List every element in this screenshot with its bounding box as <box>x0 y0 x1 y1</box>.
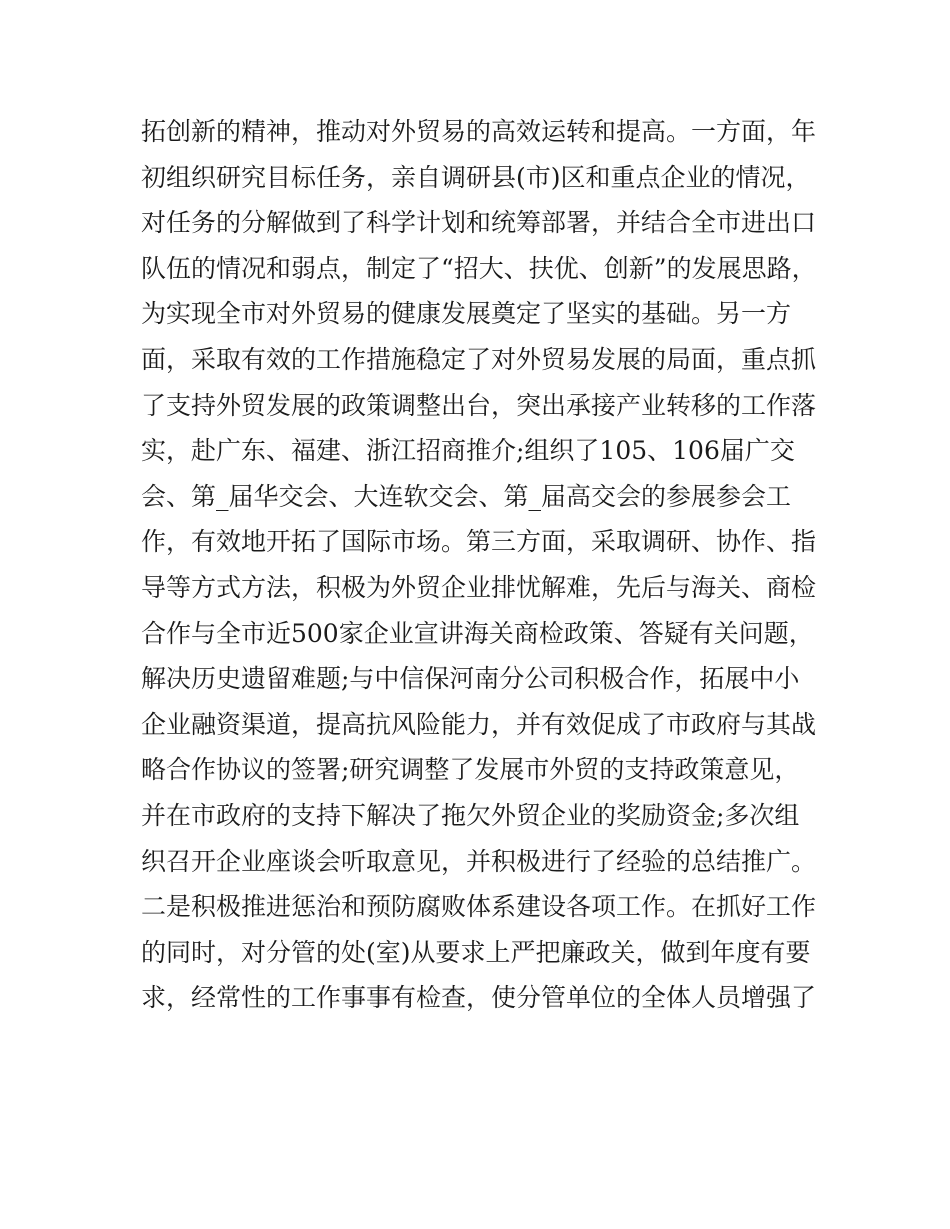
text-line: 了支持外贸发展的政策调整出台，突出承接产业转移的工作落 <box>141 390 817 420</box>
text-line: 为实现全市对外贸易的健康发展奠定了坚实的基础。另一方 <box>141 299 792 329</box>
text-line: 队伍的情况和弱点，制定了“招大、扶优、创新”的发展思路， <box>141 253 817 283</box>
text-line: 导等方式方法，积极为外贸企业排忧解难，先后与海关、商检 <box>141 572 817 602</box>
text-line: 二是积极推进惩治和预防腐败体系建设各项工作。在抓好工作 <box>141 892 817 922</box>
text-line: 面，采取有效的工作措施稳定了对外贸易发展的局面，重点抓 <box>141 344 817 374</box>
text-line: 合作与全市近500家企业宣讲海关商检政策、答疑有关问题， <box>141 618 814 648</box>
text-line: 的同时，对分管的处(室)从要求上严把廉政关，做到年度有要 <box>141 937 811 967</box>
text-line: 略合作协议的签署;研究调整了发展市外贸的支持政策意见， <box>141 755 800 785</box>
text-line: 求，经常性的工作事事有检查，使分管单位的全体人员增强了 <box>141 983 817 1013</box>
text-line: 解决历史遗留难题;与中信保河南分公司积极合作，拓展中小 <box>141 664 800 694</box>
text-line: 初组织研究目标任务，亲自调研县(市)区和重点企业的情况， <box>141 162 811 192</box>
text-line: 并在市政府的支持下解决了拖欠外贸企业的奖励资金;多次组 <box>141 800 800 830</box>
text-line: 实，赴广东、福建、浙江招商推介;组织了105、106届广交 <box>141 436 795 466</box>
text-line: 会、第_届华交会、大连软交会、第_届高交会的参展参会工 <box>141 481 792 511</box>
text-line: 拓创新的精神，推动对外贸易的高效运转和提高。一方面，年 <box>141 117 817 146</box>
text-line: 作，有效地开拓了国际市场。第三方面，采取调研、协作、指 <box>141 527 817 557</box>
text-line: 企业融资渠道，提高抗风险能力，并有效促成了市政府与其战 <box>141 709 817 739</box>
text-line: 对任务的分解做到了科学计划和统筹部署，并结合全市进出口 <box>141 208 817 238</box>
body-text <box>141 109 831 1021</box>
text-line: 织召开企业座谈会听取意见，并积极进行了经验的总结推广。 <box>141 846 817 876</box>
